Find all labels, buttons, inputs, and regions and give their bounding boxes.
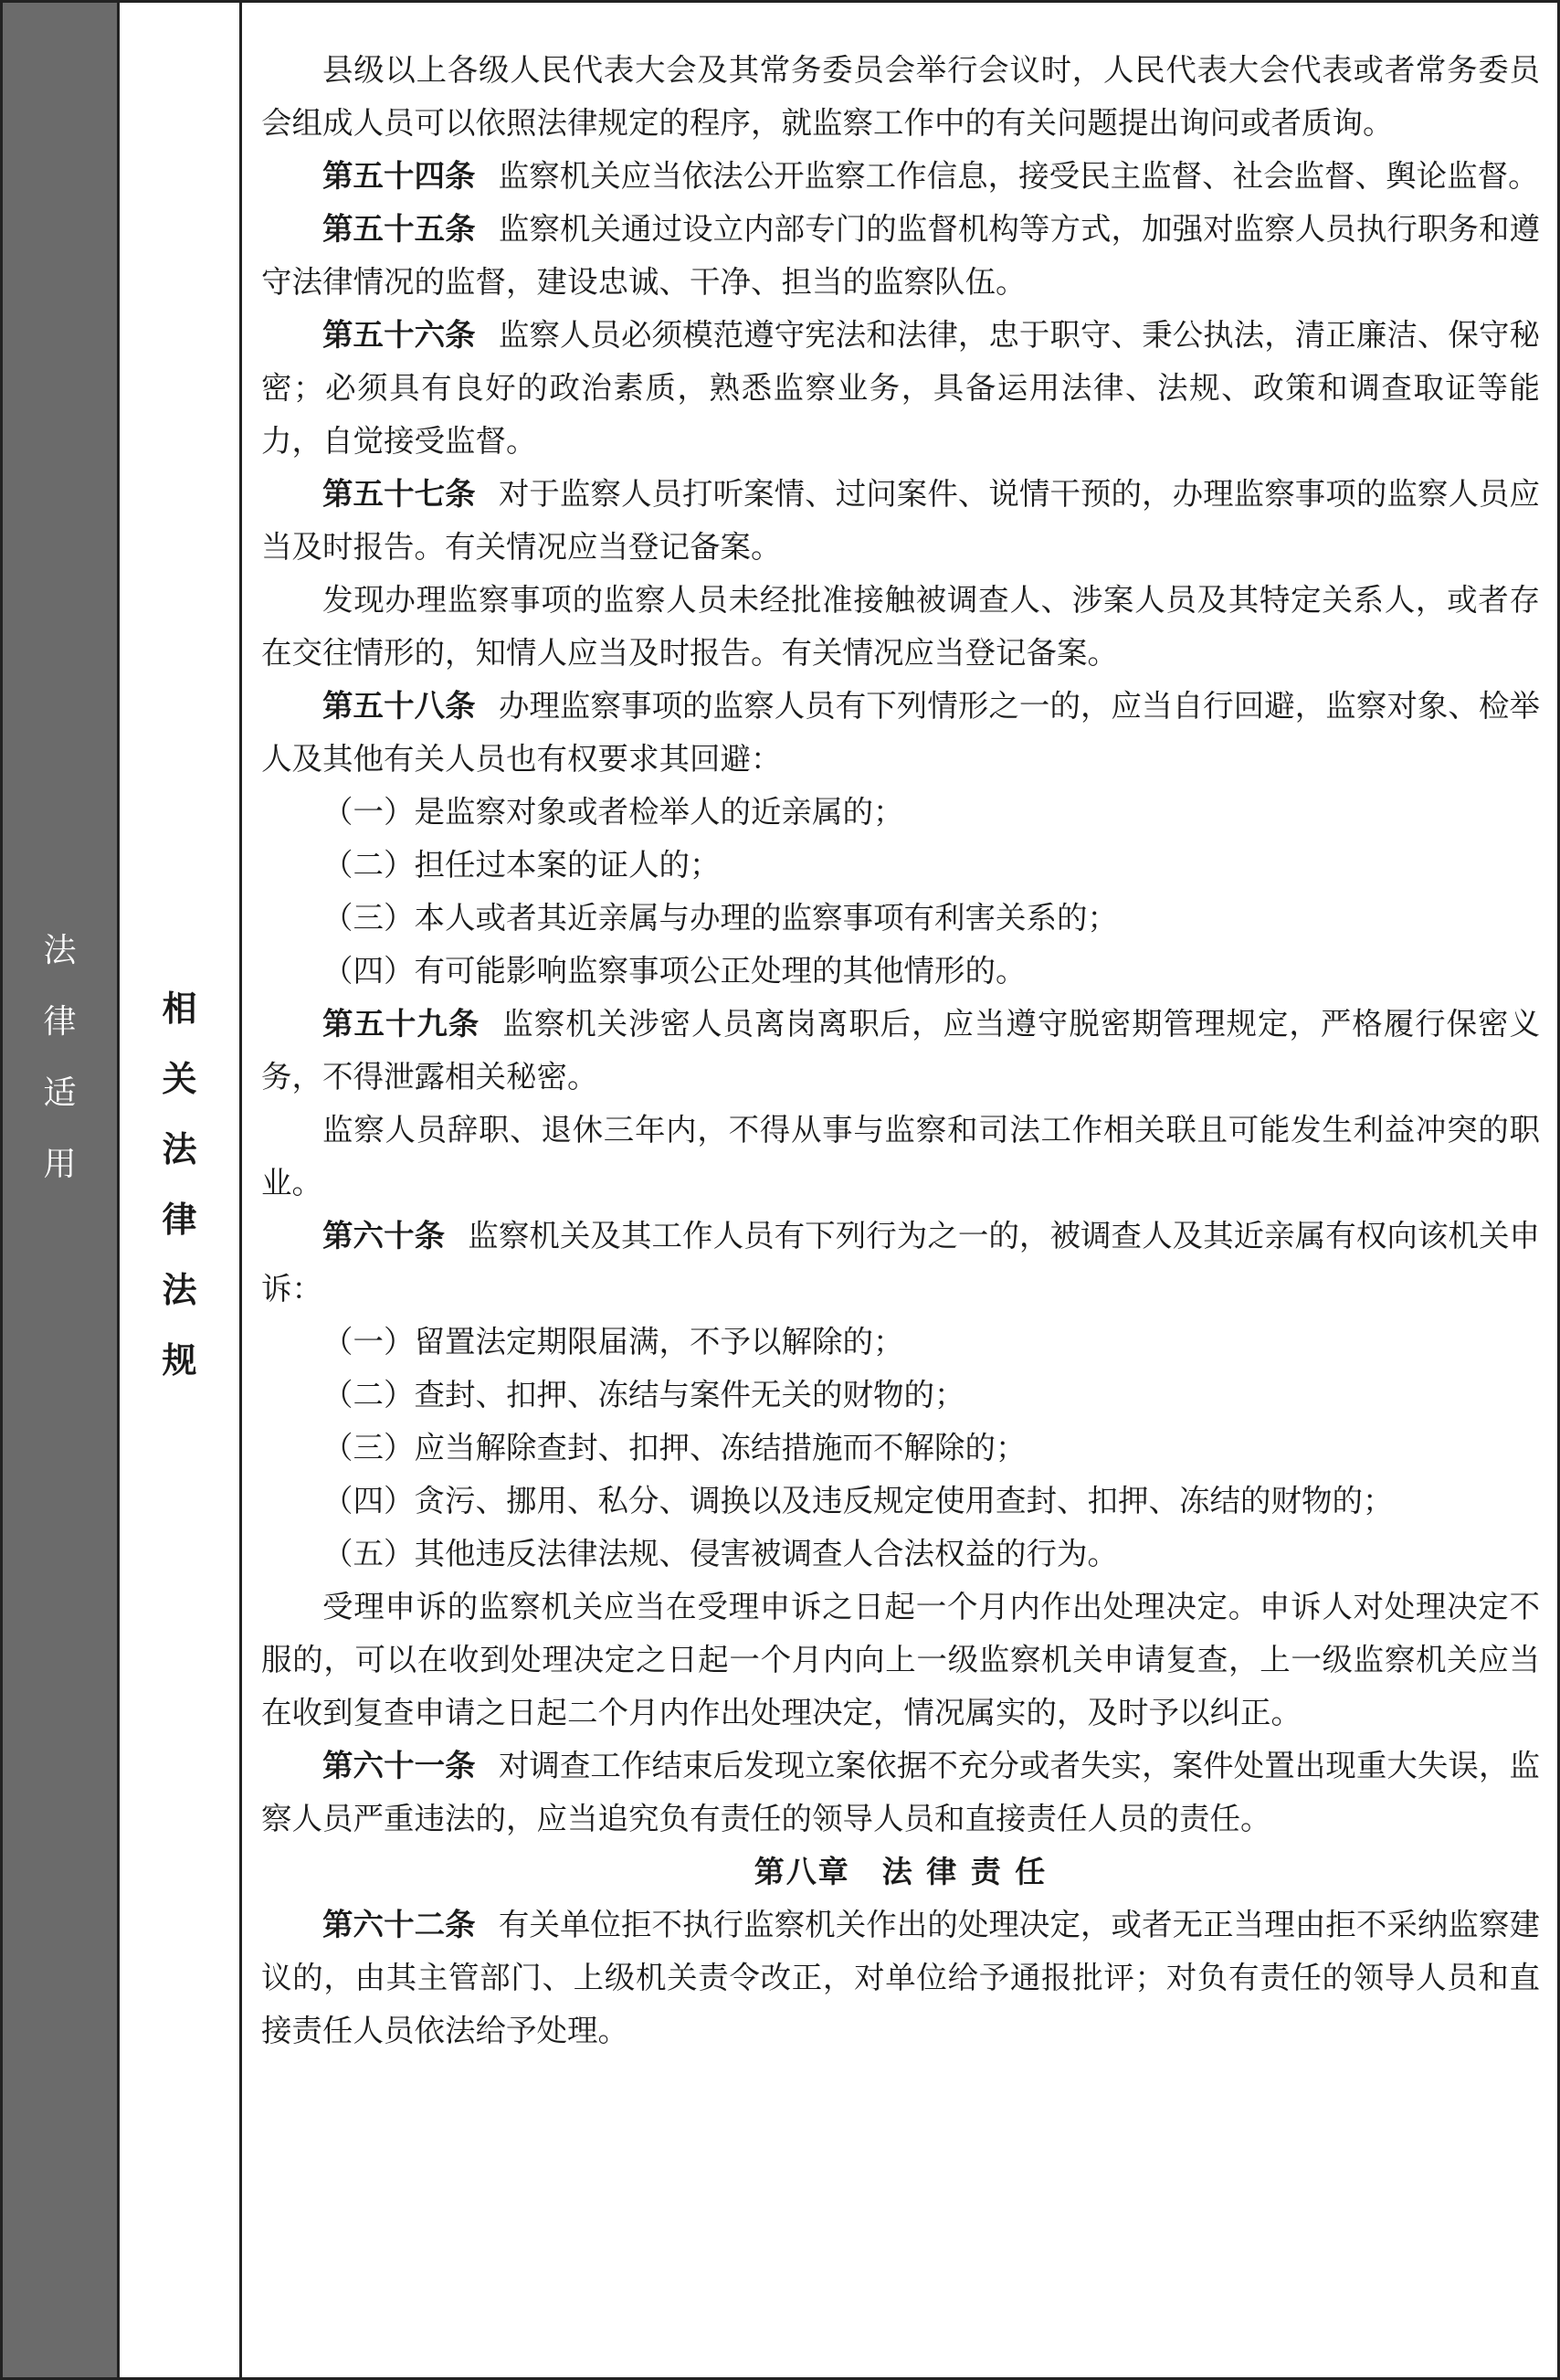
paragraph: （二）担任过本案的证人的；	[322, 847, 721, 883]
paragraph: （一）留置法定期限届满，不予以解除的；	[322, 1324, 904, 1359]
chapter-heading: 第八章 法 律 责 任	[754, 1854, 1048, 1889]
article-paragraph	[261, 1740, 1540, 1846]
article-paragraph	[261, 203, 1540, 309]
section-char: 规	[162, 1340, 197, 1380]
article-number: 第五十五条	[322, 211, 476, 247]
category-char: 用	[43, 1146, 77, 1183]
paragraph: （二）查封、扣押、冻结与案件无关的财物的；	[322, 1377, 965, 1412]
section-char: 法	[162, 1129, 197, 1169]
article-number: 第五十八条	[322, 688, 476, 724]
section-column	[120, 3, 242, 2377]
article-body: 监察机关涉密人员离岗离职后，应当遵守脱密期管理规定，严格履行保密义务，不得泄露相关秘密。	[261, 1006, 1541, 1095]
paragraph: （一）是监察对象或者检举人的近亲属的；	[322, 794, 904, 830]
paragraph: （四）有可能影响监察事项公正处理的其他情形的。	[322, 953, 1027, 989]
article-body: 对调查工作结束后发现立案依据不充分或者失实，案件处置出现重大失误，监察人员严重违法的，应当追究负有责任的领导人员和直接责任人员的责任。	[261, 1748, 1541, 1836]
article-paragraph	[261, 468, 1540, 574]
article-body: 监察机关及其工作人员有下列行为之一的，被调查人及其近亲属有权向该机关申诉：	[261, 1218, 1541, 1306]
article-paragraph	[261, 998, 1540, 1104]
article-number: 第五十九条	[322, 1006, 480, 1042]
category-char: 法	[43, 932, 77, 969]
section-char: 相	[162, 989, 197, 1029]
article-paragraph	[261, 309, 1540, 468]
article-paragraph	[261, 1210, 1540, 1316]
category-column	[3, 3, 120, 2377]
section-char: 法	[162, 1270, 197, 1310]
paragraph: 发现办理监察事项的监察人员未经批准接触被调查人、涉案人员及其特定关系人，或者存在交往情形的，知情人应当及时报告。有关情况应当登记备案。	[261, 582, 1540, 671]
paragraph: 县级以上各级人民代表大会及其常务委员会举行会议时，人民代表大会代表或者常务委员会组成人员可以依照法律规定的程序，就监察工作中的有关问题提出询问或者质询。	[261, 52, 1540, 141]
article-number: 第六十二条	[322, 1907, 476, 1942]
article-body: 对于监察人员打听案情、过问案件、说情干预的，办理监察事项的监察人员应当及时报告。有关情况应当登记备案。	[261, 476, 1541, 565]
paragraph: （三）本人或者其近亲属与办理的监察事项有利害关系的；	[322, 900, 1118, 936]
article-number: 第六十一条	[322, 1748, 476, 1783]
paragraph: （五）其他违反法律法规、侵害被调查人合法权益的行为。	[322, 1536, 1118, 1571]
article-number: 第五十四条	[322, 158, 476, 194]
article-body: 监察机关通过设立内部专门的监督机构等方式，加强对监察人员执行职务和遵守法律情况的监督，建设忠诚、干净、担当的监察队伍。	[261, 211, 1541, 300]
section-label	[120, 991, 239, 1413]
section-char: 律	[162, 1200, 197, 1240]
law-text-body	[261, 44, 1540, 2057]
paragraph: （三）应当解除查封、扣押、冻结措施而不解除的；	[322, 1430, 1027, 1465]
paragraph: 受理申诉的监察机关应当在受理申诉之日起一个月内作出处理决定。申诉人对处理决定不服的，可以在收到处理决定之日起一个月内向上一级监察机关申请复查，上一级监察机关应当在收到复查申请之日起二个月内作出处理决定，情况属实的，及时予以纠正。	[261, 1589, 1540, 1730]
section-char: 关	[162, 1059, 197, 1099]
article-paragraph	[261, 150, 1540, 203]
category-label	[3, 932, 117, 1220]
article-paragraph	[261, 680, 1540, 786]
article-body: 监察人员必须模范遵守宪法和法律，忠于职守、秉公执法，清正廉洁、保守秘密；必须具有良好的政治素质，熟悉监察业务，具备运用法律、法规、政策和调查取证等能力，自觉接受监督。	[261, 317, 1541, 459]
article-number: 第五十七条	[322, 476, 476, 512]
article-number: 第六十条	[322, 1218, 446, 1253]
article-number: 第五十六条	[322, 317, 476, 353]
paragraph: 监察人员辞职、退休三年内，不得从事与监察和司法工作相关联且可能发生利益冲突的职业。	[261, 1112, 1540, 1201]
category-char: 律	[43, 1003, 77, 1041]
article-body: 有关单位拒不执行监察机关作出的处理决定，或者无正当理由拒不采纳监察建议的，由其主管部门、上级机关责令改正，对单位给予通报批评；对负有责任的领导人员和直接责任人员依法给予处理。	[261, 1907, 1541, 2048]
article-paragraph	[261, 1899, 1540, 2057]
paragraph: （四）贪污、挪用、私分、调换以及违反规定使用查封、扣押、冻结的财物的；	[322, 1483, 1394, 1518]
article-body: 监察机关应当依法公开监察工作信息，接受民主监督、社会监督、舆论监督。	[498, 158, 1539, 194]
category-char: 适	[43, 1074, 77, 1112]
article-body: 办理监察事项的监察人员有下列情形之一的，应当自行回避，监察对象、检举人及其他有关人员也有权要求其回避：	[261, 688, 1541, 777]
